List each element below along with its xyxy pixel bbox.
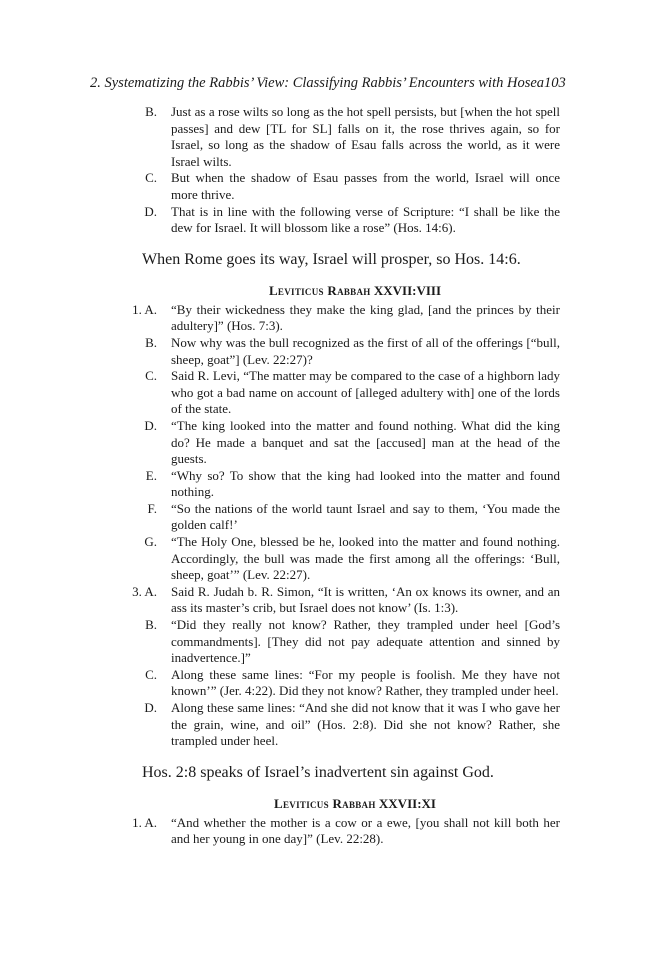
- entry: [90, 667, 560, 700]
- entry-label: F.: [147, 500, 157, 516]
- page-number: 103: [544, 75, 566, 91]
- entry-text: “Why so? To show that the king had looked into the matter and found nothing.: [171, 467, 560, 500]
- entry: [90, 468, 560, 501]
- entry-text: Along these same lines: “And she did not know that it was I who gave her the grain, wine, and oil” (Hos. 2:8). Did she not know? Rather, she trampled under heel.: [171, 700, 560, 749]
- entry-text: That is in line with the following verse of Scripture: “I shall be like the dew for Israel. It will blossom like a rose” (Hos. 14:6).: [171, 203, 560, 236]
- entry-label: C.: [145, 368, 157, 384]
- entry-label: 1. A.: [132, 814, 157, 830]
- entry: [90, 815, 560, 848]
- summary-1: When Rome goes its way, Israel will prosper, so Hos. 14:6.: [142, 250, 521, 268]
- heading-ref: XXVII:VIII: [373, 282, 442, 298]
- entry-text: “Did they really not know? Rather, they trampled under heel [God’s commandments]. [They did not pay adequate attention and sinned by inadvertence.]”: [171, 617, 560, 666]
- entry: [90, 700, 560, 750]
- entry: [90, 302, 560, 335]
- section-heading-1: [90, 283, 560, 299]
- entry: [90, 170, 560, 203]
- entry: [90, 335, 560, 368]
- entry-label: E.: [145, 467, 157, 483]
- entry-list-1: [90, 104, 560, 237]
- entry-label: B.: [145, 617, 157, 633]
- entry-label: D.: [144, 700, 157, 715]
- heading-name: Leviticus Rabbah: [268, 282, 371, 298]
- entry-text: “The Holy One, blessed be he, looked into the matter and found nothing. Accordingly, the bull was made the first among all the offerings: ‘Bull, sheep, goat’” (Lev. 22:27).: [171, 534, 560, 583]
- heading-name: Leviticus Rabbah: [274, 795, 376, 811]
- entry-label: 3. A.: [132, 583, 157, 599]
- entry: [90, 617, 560, 667]
- entry-list-2: [90, 302, 560, 750]
- entry-text: But when the shadow of Esau passes from the world, Israel will once more thrive.: [171, 170, 560, 202]
- entry-label: B.: [145, 334, 157, 350]
- entry-text: “The king looked into the matter and found nothing. What did the king do? He made a banquet and sat the [accused] man at the head of the guests.: [171, 417, 560, 467]
- entry-label: 1. A.: [132, 301, 157, 317]
- entry-text: “And whether the mother is a cow or a ewe, [you shall not kill both her and her young in one day]” (Lev. 22:28).: [171, 814, 560, 847]
- entry-text: “So the nations of the world taunt Israel and say to them, ‘You made the golden calf!’: [171, 500, 560, 533]
- entry-label: C.: [145, 170, 157, 186]
- entry: [90, 501, 560, 534]
- entry-label: B.: [145, 104, 157, 119]
- entry-text: Said R. Levi, “The matter may be compared to the case of a highborn lady who got a bad name on account of [alleged adultery with] one of the lords of the state.: [171, 368, 560, 417]
- running-head-title: 2. Systematizing the Rabbis’ View: Classifying Rabbis’ Encounters with Hosea: [90, 75, 545, 91]
- entry: [90, 204, 560, 237]
- summary-2: Hos. 2:8 speaks of Israel’s inadvertent sin against God.: [142, 763, 494, 781]
- entry-label: D.: [144, 203, 157, 219]
- entry-text: “By their wickedness they make the king glad, [and the princes by their adultery]” (Hos. 7:3).: [171, 301, 560, 334]
- entry-label: G.: [144, 534, 157, 550]
- entry-text: Now why was the bull recognized as the first of all of the offerings [“bull, sheep, goat”] (Lev. 22:27)?: [171, 334, 560, 367]
- entry-text: Just as a rose wilts so long as the hot spell persists, but [when the hot spell passes] and dew [TL for SL] falls on it, the rose thrives again, so for Israel, so long as the shadow of Esau falls across the world, as it were Israel wilts.: [171, 104, 560, 169]
- entry: [90, 584, 560, 617]
- entry: [90, 104, 560, 170]
- heading-ref: XXVII:XI: [378, 795, 436, 811]
- entry-label: C.: [145, 666, 157, 682]
- entry: [90, 368, 560, 418]
- entry: [90, 534, 560, 584]
- entry-label: D.: [144, 417, 157, 433]
- section-heading-2: [90, 796, 560, 812]
- page-body: [90, 104, 560, 848]
- entry-text: Along these same lines: “For my people is foolish. Me they have not known’” (Jer. 4:22). Did they not know? Rather, they trampled under heel.: [171, 666, 560, 699]
- entry: [90, 418, 560, 468]
- entry-text: Said R. Judah b. R. Simon, “It is written, ‘An ox knows its owner, and an ass its master’s crib, but Israel does not know’ (Is. 1:3).: [171, 583, 560, 616]
- entry-list-3: [90, 815, 560, 848]
- running-head: [90, 74, 566, 92]
